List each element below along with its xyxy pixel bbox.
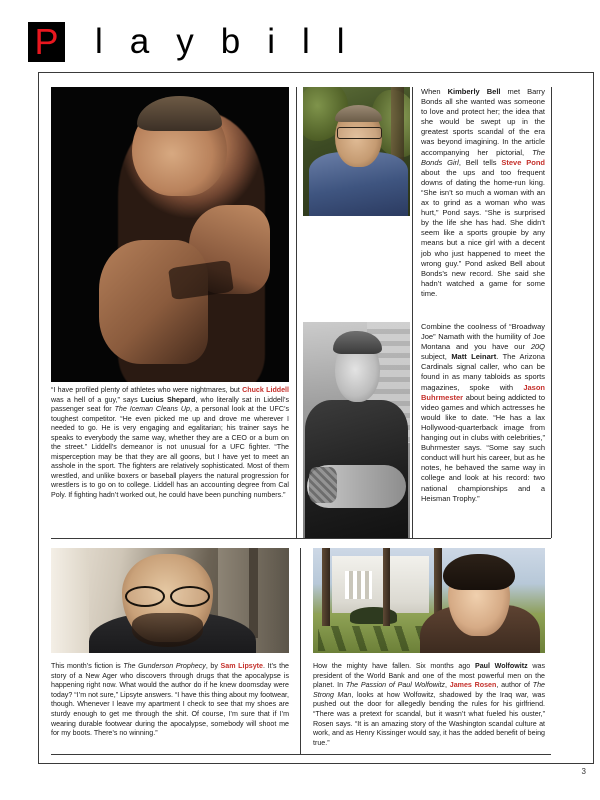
divider-vertical-bottom [300, 548, 301, 754]
tree-trunk-left [322, 548, 330, 626]
article-bell-text: When Kimberly Bell met Barry Bonds all she wanted was someone to love and protect her; the idea that she would be swept up in the greatest sports scandal of the era was beyond imagining. In the article accompanying her pictorial, The Bonds Girl, Bell tells Steve Pond about the ups and too frequent downs of dating the home-run king. “She isn’t so much a woman with an ax to grind as a woman who was hurt,” Pond says. “She is surprised by the life she has had. She didn’t seem like a sports groupie by any means but a nice girl with a decent job who just happened to meet the wrong guy.” Pond asked Bell about Bonds’s new record. She said she hadn’t watched a game for some time. [421, 87, 546, 298]
page-number: 3 [581, 767, 586, 776]
article-fiction-text: This month’s fiction is The Gunderson Prophecy, by Sam Lipsyte. It’s the story of a New Ager who discovers through drugs that the apocalypse is happening right now. What would the author do if he knew doomsday were today? “I’m not sure,” Lipsyte answers. “I have this thing about my footwear, though. Whenever I leave my apartment I check to see that my shoes are sturdy enough to get me through the shit. Of course, I’m sure that if I’m wearing durable footwear during the apocalypse, somebody will shoot me for my boots. There’s no winning.” [51, 662, 290, 738]
divider-vertical-left [296, 87, 297, 538]
divider-horizontal-bottom [51, 754, 551, 755]
pond-glasses-shape [337, 127, 382, 139]
article-liddell-text: “I have profiled plenty of athletes who were nightmares, but Chuck Liddell was a hell of a guy,” says Lucius Shepard, who literally sat in Liddell’s passenger seat for The Iceman Cleans Up, a personal look at the UFC’s toughest competitor. “He even picked me up and drove me wherever I needed to go. He is very engaging and egalitarian; his trainer says he speaks to everybody the same way, whether they are a CEO or a bum on the street.” Liddell’s demeanor is not unusual for a UFC fighter. “The misperception may be that they are all goons, but I have yet to meet an asshole in the sport. The fighters are relatively sophisticated. Most of them wrestled, and unlike boxers or baseball players the natural progression for wrestlers is to go on to college. Liddell has an accounting degree from Cal Poly. If fighting hadn’t worked out, he could have been punching numbers.” [51, 386, 289, 500]
rosen-hair-shape [443, 554, 515, 590]
tree-trunk-center [383, 548, 391, 626]
james-rosen-photo [313, 548, 545, 653]
sam-lipsyte-photo [51, 548, 289, 653]
article-wolfowitz-text: How the mighty have fallen. Six months ago Paul Wolfowitz was president of the World Bank and one of the most powerful men on the planet. In The Passion of Paul Wolfowitz, James Rosen, author of The Strong Man, looks at how Wolfowitz, shadowed by the Iraq war, was pushed out the door for allegedly bending the rules for his girlfriend. “There was a pretext for scandal, but it wasn’t what fueled his ouster,” Rosen says. “It is an amazing story of the Washington scandal culture at work, and as Henry Kissinger would say, it has the added benefit of being true.” [313, 662, 546, 747]
masthead-initial-box [28, 22, 65, 62]
white-house-columns [345, 571, 372, 600]
divider-vertical-right [412, 87, 413, 538]
article-leinart-text: Combine the coolness of “Broadway Joe” Namath with the humility of Joe Montana and you have our 20Q subject, Matt Leinart. The Arizona Cardinals signal caller, who can be found in as many tabloids as sports magazines, spoke with Jason Buhrmester about being addicted to video games and which actresses he would like to date. “He has a lax Hollywood-quarterback image from hanging out in clubs with celebrities,” Buhrmester says. “Some say such conduct will hurt his career, but as he notes, he behaved the same way in college and look at his record: two national championships and a Heisman Trophy.” [421, 322, 545, 503]
buhrmester-tattoo-shape [309, 467, 337, 504]
lipsyte-glasses-shape [125, 586, 211, 603]
chuck-liddell-photo [51, 87, 289, 382]
divider-horizontal-upper [51, 538, 551, 539]
lipsyte-beard-shape [132, 613, 203, 647]
lipsyte-doorframe [51, 548, 89, 653]
liddell-hair-shape [137, 96, 223, 131]
masthead-wordmark: laybill [95, 22, 372, 61]
masthead [0, 22, 600, 68]
steve-pond-photo [303, 87, 410, 216]
jason-buhrmester-photo [303, 322, 410, 538]
divider-vertical-far-right [551, 87, 552, 538]
masthead-initial-letter: P [34, 21, 59, 62]
liddell-arm-shape [99, 240, 208, 364]
lipsyte-wall-strip [249, 548, 259, 638]
